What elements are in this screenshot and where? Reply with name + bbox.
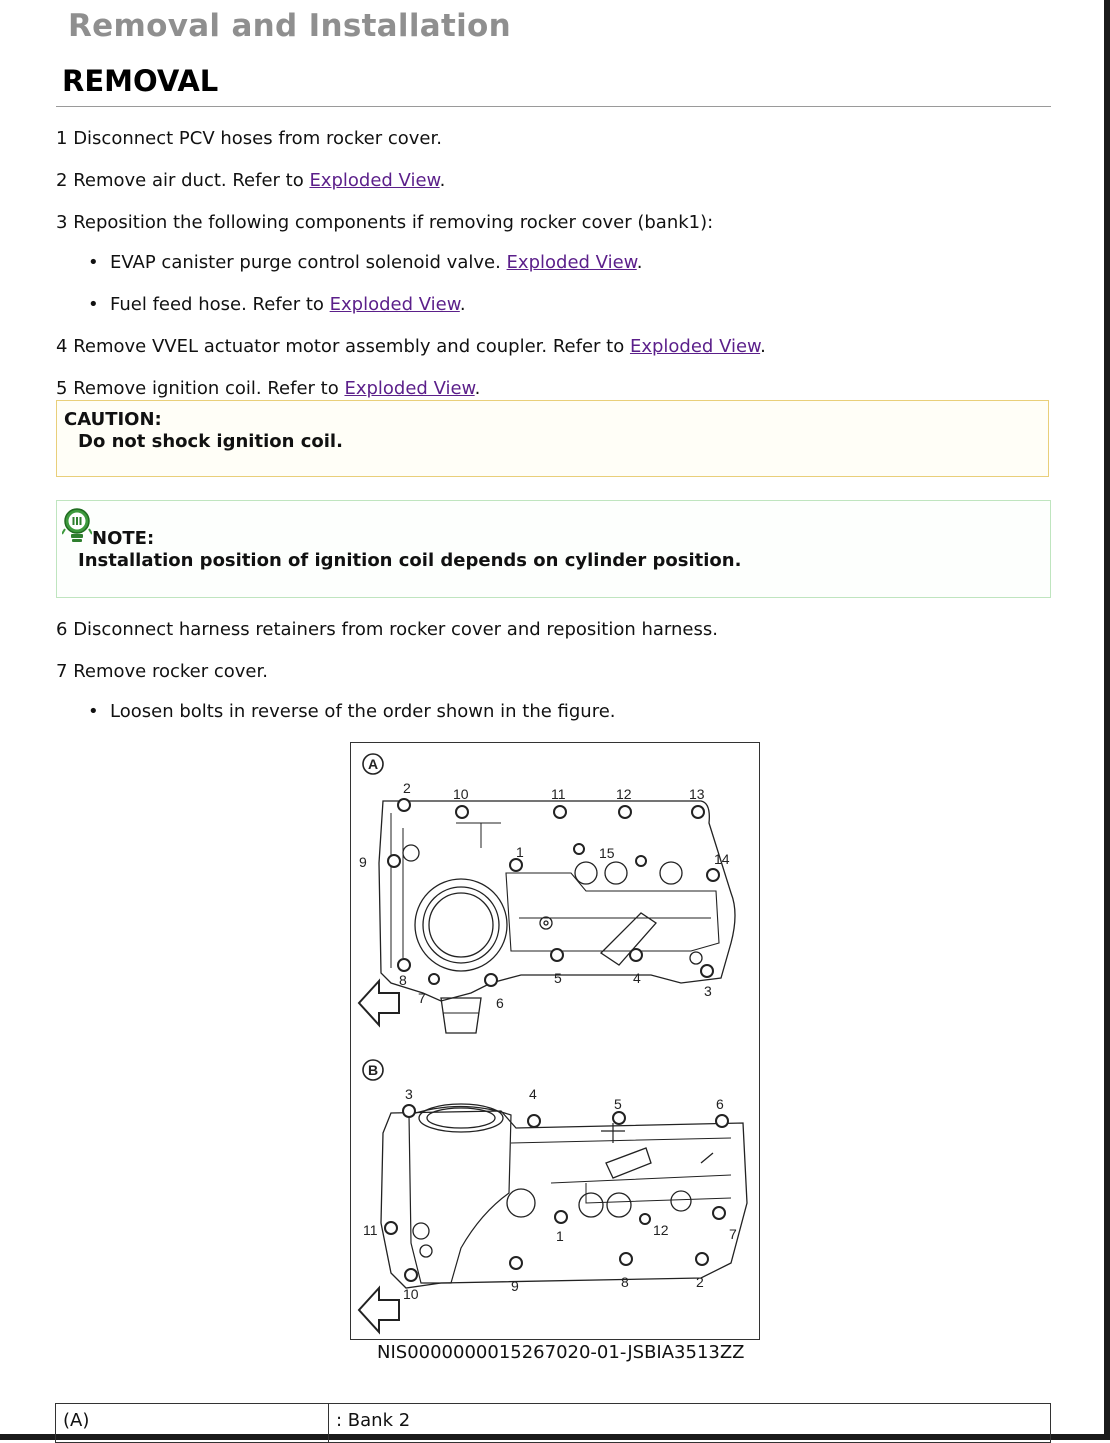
bolt-label: 2 xyxy=(696,1274,704,1290)
exploded-view-link[interactable]: Exploded View xyxy=(309,170,440,191)
note-text: Installation position of ignition coil depends on cylinder position. xyxy=(78,550,742,571)
bolt-label: 12 xyxy=(616,786,632,802)
bolt-label: 10 xyxy=(403,1286,419,1302)
step-number: 5 xyxy=(56,378,68,399)
step-number: 4 xyxy=(56,336,68,357)
bolt-label: 12 xyxy=(653,1222,669,1238)
bolt-label: 9 xyxy=(511,1278,519,1294)
page-title: Removal and Installation xyxy=(68,8,511,44)
bolt-label: 13 xyxy=(689,786,705,802)
bullet-icon: • xyxy=(88,294,99,315)
step-text: Reposition the following components if removing rocker cover (bank1): xyxy=(73,212,714,233)
rocker-cover-figure xyxy=(350,742,760,1340)
section-divider xyxy=(56,106,1051,107)
exploded-view-link[interactable]: Exploded View xyxy=(629,336,761,357)
bolt-label: 8 xyxy=(399,972,407,988)
bolt-label: 3 xyxy=(405,1086,413,1102)
step-text: Disconnect harness retainers from rocker cover and reposition harness. xyxy=(73,619,718,640)
section-title: REMOVAL xyxy=(62,64,219,98)
bolt-label: 8 xyxy=(621,1274,629,1290)
panel-label: A xyxy=(367,756,379,772)
legend-key: (A) xyxy=(56,1404,329,1443)
step-4: 4 Remove VVEL actuator motor assembly and coupler. Refer to Exploded View. xyxy=(56,336,766,357)
bolt-label: 10 xyxy=(453,786,469,802)
bolt-label: 14 xyxy=(714,851,730,867)
step-number: 6 xyxy=(56,619,68,640)
exploded-view-link[interactable]: Exploded View xyxy=(506,252,637,273)
bolt-label: 5 xyxy=(554,970,562,986)
bolt-label: 11 xyxy=(363,1222,378,1238)
step-5: 5 Remove ignition coil. Refer to Exploded View. xyxy=(56,378,481,399)
bolt-label: 6 xyxy=(716,1096,724,1112)
bolt-label: 2 xyxy=(403,780,411,796)
bolt-label: 7 xyxy=(729,1226,737,1242)
legend-table xyxy=(55,1403,1051,1443)
step-text: Disconnect PCV hoses from rocker cover. xyxy=(73,128,442,149)
bolt-label: 9 xyxy=(359,854,367,870)
step-number: 2 xyxy=(56,170,68,191)
bolt-label: 6 xyxy=(496,995,504,1011)
bolt-label: 4 xyxy=(633,970,641,986)
step-6 xyxy=(56,619,718,640)
bolt-label: 1 xyxy=(556,1228,564,1244)
step-text: Remove air duct. Refer to xyxy=(73,170,310,191)
panel-b xyxy=(359,1060,747,1332)
note-box xyxy=(56,500,1051,598)
caution-text: Do not shock ignition coil. xyxy=(78,431,343,452)
bolt-label: 11 xyxy=(551,786,566,802)
step-3 xyxy=(56,212,713,233)
rocker-cover-diagram xyxy=(351,743,759,1339)
step-7 xyxy=(56,661,268,682)
step-text: Remove ignition coil. Refer to xyxy=(73,378,345,399)
bullet-icon: • xyxy=(88,252,99,273)
panel-a xyxy=(359,754,735,1033)
bolt-label: 5 xyxy=(614,1096,622,1112)
step-1 xyxy=(56,128,442,149)
table-row xyxy=(56,1404,1051,1443)
window-frame-right xyxy=(1104,0,1110,1440)
caution-label: CAUTION: xyxy=(64,409,162,430)
figure-id: NIS0000000015267020-01-JSBIA3513ZZ xyxy=(377,1342,745,1363)
note-label: NOTE: xyxy=(92,528,155,549)
caution-box xyxy=(56,400,1049,477)
bolt-label: 4 xyxy=(529,1086,537,1102)
bullet-icon: • xyxy=(88,701,99,722)
exploded-view-link[interactable]: Exploded View xyxy=(344,378,475,399)
legend-value: : Bank 2 xyxy=(329,1404,1051,1443)
bolt-label: 1 xyxy=(516,844,524,860)
step-number: 7 xyxy=(56,661,68,682)
list-item: • EVAP canister purge control solenoid valve. Exploded View. xyxy=(88,252,643,273)
step-text: Remove VVEL actuator motor assembly and coupler. Refer to xyxy=(73,336,630,357)
bolt-label: 7 xyxy=(418,990,426,1006)
exploded-view-link[interactable]: Exploded View xyxy=(329,294,460,315)
panel-label: B xyxy=(367,1062,379,1078)
step-number: 1 xyxy=(56,128,68,149)
bolt-label: 15 xyxy=(599,845,615,861)
bolt-label: 3 xyxy=(704,983,712,999)
list-item: • Fuel feed hose. Refer to Exploded View. xyxy=(88,294,466,315)
list-item: • Loosen bolts in reverse of the order shown in the figure. xyxy=(88,701,616,722)
step-text: Remove rocker cover. xyxy=(73,661,268,682)
lightbulb-icon xyxy=(62,507,92,547)
step-2: 2 Remove air duct. Refer to Exploded View. xyxy=(56,170,446,191)
step-number: 3 xyxy=(56,212,68,233)
